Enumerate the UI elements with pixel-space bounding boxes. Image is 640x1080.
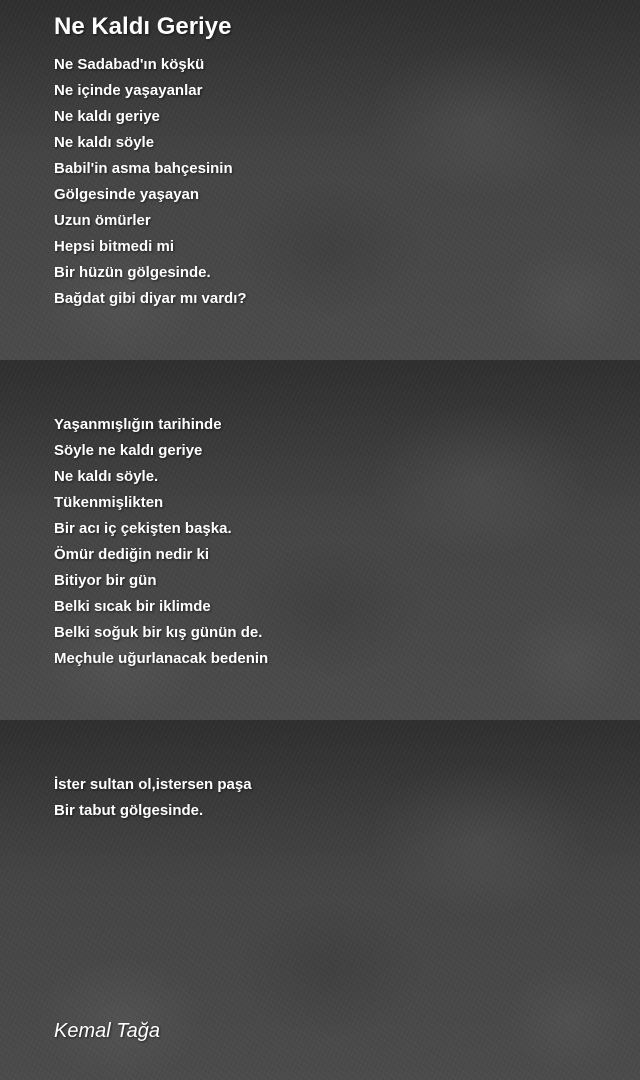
poem-line: Bir tabut gölgesinde. — [54, 802, 204, 819]
poem-line: Uzun ömürler — [54, 212, 151, 229]
poem-panel-2 — [0, 360, 640, 720]
poem-line: Bitiyor bir gün — [54, 572, 157, 589]
poem-panel-1 — [0, 0, 640, 360]
poem-line: Ne kaldı geriye — [54, 108, 160, 125]
poem-line: Ne kaldı söyle. — [54, 468, 159, 485]
poem-line: Belki soğuk bir kış günün de. — [54, 624, 263, 641]
poem-line: Ömür dediğin nedir ki — [54, 546, 210, 563]
poem-line: Bir hüzün gölgesinde. — [54, 264, 211, 281]
poem-line: Belki sıcak bir iklimde — [54, 598, 211, 615]
poem-author: Kemal Tağa — [54, 1020, 160, 1042]
poem-title: Ne Kaldı Geriye — [54, 13, 232, 40]
poem-line: Ne içinde yaşayanlar — [54, 82, 203, 99]
poem-line: Ne Sadabad'ın köşkü — [54, 56, 205, 73]
poem-line: Söyle ne kaldı geriye — [54, 442, 203, 459]
poem-line: Meçhule uğurlanacak bedenin — [54, 650, 269, 667]
poem-panel-3 — [0, 720, 640, 1080]
poem-line: Gölgesinde yaşayan — [54, 186, 200, 203]
stanza-2 — [54, 412, 268, 672]
poem-line: İster sultan ol,istersen paşa — [54, 776, 252, 793]
poem-line: Babil'in asma bahçesinin — [54, 160, 233, 177]
stanza-1 — [54, 52, 247, 312]
poem-line: Tükenmişlikten — [54, 494, 164, 511]
poem-line: Hepsi bitmedi mi — [54, 238, 175, 255]
poem-line: Bir acı iç çekişten başka. — [54, 520, 232, 537]
poem-line: Ne kaldı söyle — [54, 134, 155, 151]
stanza-3 — [54, 772, 252, 824]
poem-line: Bağdat gibi diyar mı vardı? — [54, 290, 247, 307]
poem-line: Yaşanmışlığın tarihinde — [54, 416, 222, 433]
